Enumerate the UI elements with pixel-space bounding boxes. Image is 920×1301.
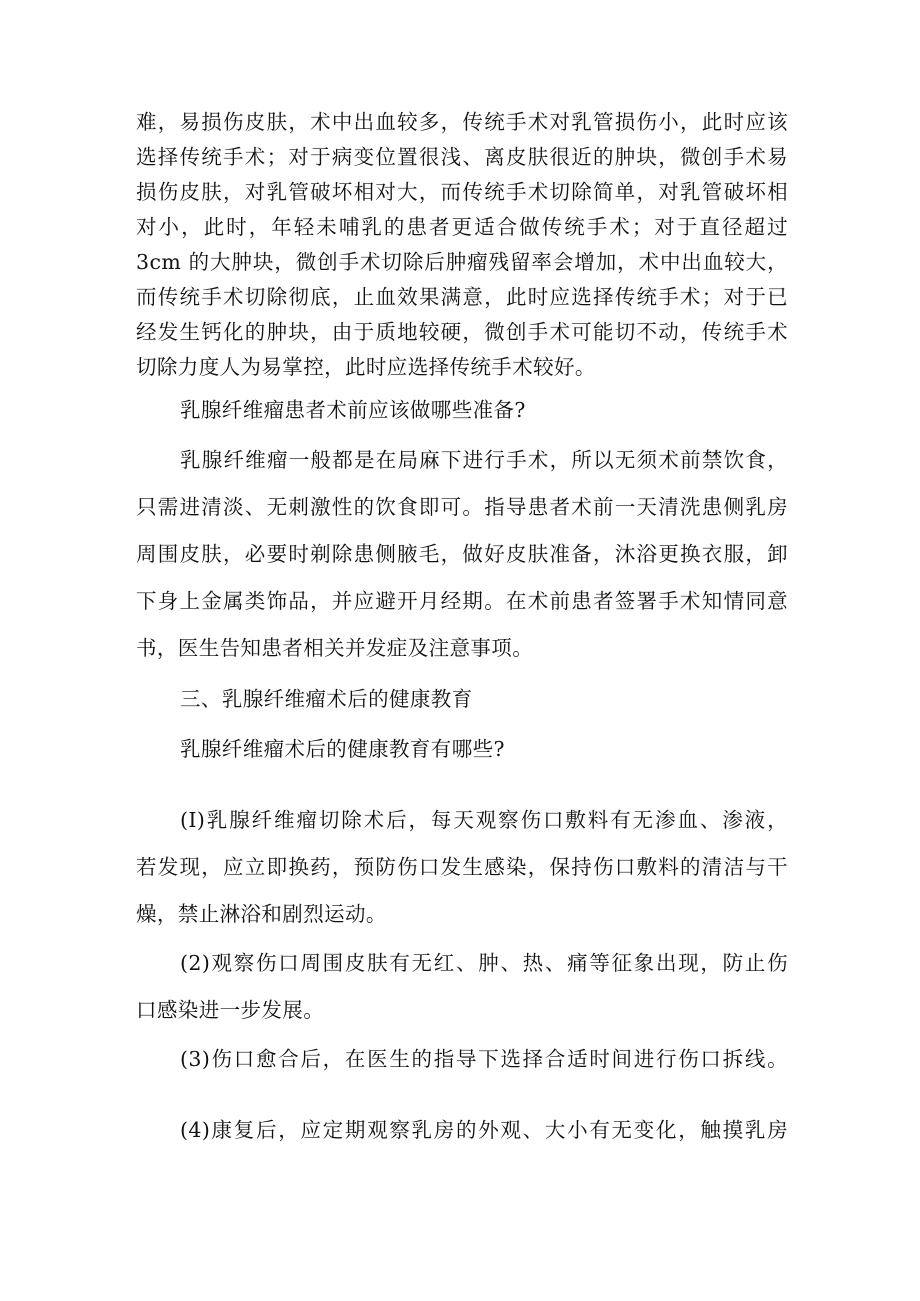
intro-paragraph	[136, 105, 788, 385]
list-item-3	[136, 1036, 788, 1083]
postop-question	[136, 726, 788, 773]
text-line: 切除力度人为易掌控，此时应选择传统手术较好。	[136, 355, 596, 379]
question-heading: 乳腺纤维瘤患者术前应该做哪些准备?	[180, 398, 526, 422]
text-line: 若发现，应立即换药，预防伤口发生感染，保持伤口敷料的清洁与干	[136, 855, 788, 879]
text-line: (2)观察伤口周围皮肤有无红、肿、热、痛等征象出现，防止伤	[180, 951, 788, 975]
section-heading	[136, 676, 788, 723]
text-line: 选择传统手术；对于病变位置很浅、离皮肤很近的肿块，微创手术易	[136, 145, 788, 169]
text-line: 乳腺纤维瘤一般都是在局麻下进行手术，所以无须术前禁饮食，	[180, 448, 788, 472]
text-line: 而传统手术切除彻底，止血效果满意，此时应选择传统手术；对于已	[136, 285, 788, 309]
text-line: (I)乳腺纤维瘤切除术后，每天观察伤口敷料有无渗血、渗液，	[180, 808, 788, 832]
preop-answer-paragraph	[136, 437, 788, 672]
text-line: 对小，此时，年轻未哺乳的患者更适合做传统手术；对于直径超过	[136, 215, 788, 239]
text-line: 周围皮肤，必要时剃除患侧腋毛，做好皮肤准备，沐浴更换衣服，卸	[136, 542, 788, 566]
text-line: 只需进清淡、无刺激性的饮食即可。指导患者术前一天清洗患侧乳房	[136, 495, 788, 519]
question-heading: 乳腺纤维瘤术后的健康教育有哪些?	[180, 737, 505, 761]
text-line: 下身上金属类饰品，并应避开月经期。在术前患者签署手术知情同意	[136, 589, 788, 613]
text-line: 口感染进一步发展。	[136, 998, 325, 1022]
section-title: 三、乳腺纤维瘤术后的健康教育	[180, 687, 473, 711]
text-line: 书，医生告知患者相关并发症及注意事项。	[136, 636, 534, 660]
preop-question	[136, 387, 788, 434]
text-line: 经发生钙化的肿块，由于质地较硬，微创手术可能切不动，传统手术	[136, 320, 788, 344]
list-item-4	[136, 1107, 788, 1154]
text-line: 难，易损伤皮肤，术中出血较多，传统手术对乳管损伤小，此时应该	[136, 110, 788, 134]
list-item-1	[136, 797, 788, 938]
text-line: 损伤皮肤，对乳管破坏相对大，而传统手术切除简单，对乳管破坏相	[136, 180, 788, 204]
text-line: 3cm 的大肿块，微创手术切除后肿瘤残留率会增加，术中出血较大，	[136, 250, 788, 274]
text-line: 燥，禁止淋浴和剧烈运动。	[136, 902, 387, 926]
text-line: (4)康复后，应定期观察乳房的外观、大小有无变化，触摸乳房	[180, 1118, 788, 1142]
text-line: (3)伤口愈合后，在医生的指导下选择合适时间进行伤口拆线。	[180, 1047, 788, 1071]
list-item-2	[136, 940, 788, 1034]
